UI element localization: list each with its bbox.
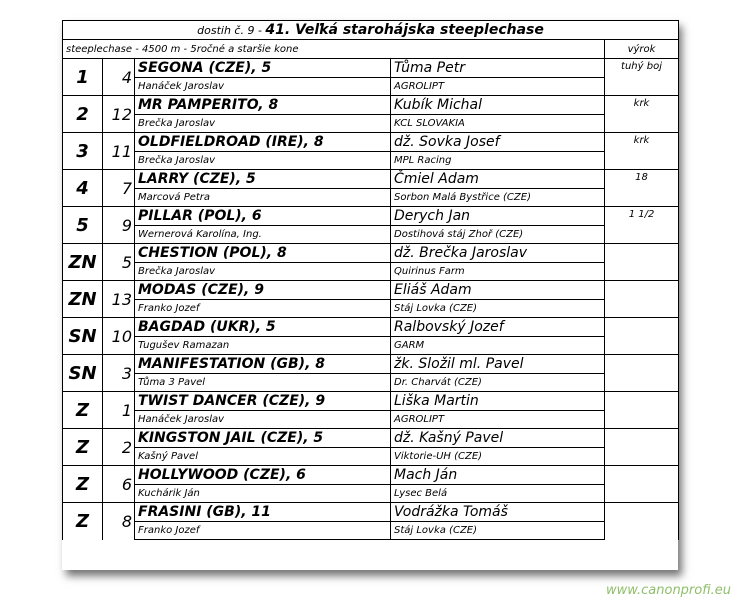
owner-name: Dr. Charvát (CZE)	[391, 374, 605, 392]
place-cell: SN	[63, 355, 103, 392]
trainer-name: Brečka Jaroslav	[135, 263, 391, 281]
start-number: 8	[103, 503, 135, 540]
place-cell: Z	[63, 392, 103, 429]
race-title-row	[63, 21, 679, 40]
result-row-sub	[63, 522, 679, 540]
horse-name: OLDFIELDROAD (IRE), 8	[135, 133, 391, 152]
owner-name: MPL Racing	[391, 152, 605, 170]
result-row	[63, 170, 679, 189]
result-row	[63, 207, 679, 226]
place-cell: 1	[63, 59, 103, 96]
start-number: 7	[103, 170, 135, 207]
verdict-cell	[605, 244, 679, 281]
result-row-sub	[63, 78, 679, 96]
verdict-cell	[605, 503, 679, 540]
trainer-name: Marcová Petra	[135, 189, 391, 207]
jockey-name: Tůma Petr	[391, 59, 605, 78]
owner-name: KCL SLOVAKIA	[391, 115, 605, 133]
result-row-sub	[63, 300, 679, 318]
trainer-name: Franko Jozef	[135, 300, 391, 318]
owner-name: Viktorie-UH (CZE)	[391, 448, 605, 466]
result-row	[63, 466, 679, 485]
result-row-sub	[63, 189, 679, 207]
race-conditions-row	[63, 40, 679, 59]
horse-name: MODAS (CZE), 9	[135, 281, 391, 300]
trainer-name: Tugušev Ramazan	[135, 337, 391, 355]
result-row-sub	[63, 448, 679, 466]
place-cell: Z	[63, 466, 103, 503]
place-cell: SN	[63, 318, 103, 355]
jockey-name: žk. Složil ml. Pavel	[391, 355, 605, 374]
race-conditions: steeplechase - 4500 m - 5ročné a staršie kone	[63, 40, 605, 59]
horse-name: TWIST DANCER (CZE), 9	[135, 392, 391, 411]
owner-name: GARM	[391, 337, 605, 355]
start-number: 3	[103, 355, 135, 392]
horse-name: KINGSTON JAIL (CZE), 5	[135, 429, 391, 448]
race-prefix: dostih č. 9 -	[197, 24, 262, 37]
horse-name: BAGDAD (UKR), 5	[135, 318, 391, 337]
verdict-cell	[605, 429, 679, 466]
start-number: 6	[103, 466, 135, 503]
trainer-name: Brečka Jaroslav	[135, 152, 391, 170]
verdict-cell	[605, 392, 679, 429]
verdict-cell: krk	[605, 96, 679, 133]
horse-name: MR PAMPERITO, 8	[135, 96, 391, 115]
watermark: www.canonprofi.eu	[605, 583, 731, 598]
result-row-sub	[63, 115, 679, 133]
place-cell: Z	[63, 429, 103, 466]
race-title: 41. Veľká starohájska steeplechase	[265, 22, 544, 38]
owner-name: Lysec Belá	[391, 485, 605, 503]
place-cell: 5	[63, 207, 103, 244]
horse-name: MANIFESTATION (GB), 8	[135, 355, 391, 374]
owner-name: Stáj Lovka (CZE)	[391, 522, 605, 540]
verdict-cell: 18	[605, 170, 679, 207]
result-row	[63, 96, 679, 115]
start-number: 12	[103, 96, 135, 133]
start-number: 2	[103, 429, 135, 466]
jockey-name: dž. Sovka Josef	[391, 133, 605, 152]
verdict-cell: krk	[605, 133, 679, 170]
owner-name: Sorbon Malá Bystřice (CZE)	[391, 189, 605, 207]
result-row-sub	[63, 226, 679, 244]
jockey-name: Mach Ján	[391, 466, 605, 485]
race-title-cell	[63, 21, 679, 40]
owner-name: AGROLIPT	[391, 78, 605, 96]
verdict-cell: 1 1/2	[605, 207, 679, 244]
place-cell: 2	[63, 96, 103, 133]
verdict-cell	[605, 355, 679, 392]
trainer-name: Tůma 3 Pavel	[135, 374, 391, 392]
result-row	[63, 429, 679, 448]
verdict-header: výrok	[605, 40, 679, 59]
owner-name: Stáj Lovka (CZE)	[391, 300, 605, 318]
trainer-name: Kuchárik Ján	[135, 485, 391, 503]
trainer-name: Hanáček Jaroslav	[135, 78, 391, 96]
jockey-name: Ralbovský Jozef	[391, 318, 605, 337]
place-cell: 4	[63, 170, 103, 207]
horse-name: FRASINI (GB), 11	[135, 503, 391, 522]
trainer-name: Franko Jozef	[135, 522, 391, 540]
horse-name: HOLLYWOOD (CZE), 6	[135, 466, 391, 485]
jockey-name: dž. Brečka Jaroslav	[391, 244, 605, 263]
trainer-name: Brečka Jaroslav	[135, 115, 391, 133]
place-cell: ZN	[63, 281, 103, 318]
result-row	[63, 392, 679, 411]
start-number: 5	[103, 244, 135, 281]
horse-name: CHESTION (POL), 8	[135, 244, 391, 263]
result-row	[63, 244, 679, 263]
place-cell: ZN	[63, 244, 103, 281]
result-row-sub	[63, 152, 679, 170]
jockey-name: dž. Kašný Pavel	[391, 429, 605, 448]
result-row	[63, 318, 679, 337]
start-number: 11	[103, 133, 135, 170]
result-row-sub	[63, 411, 679, 429]
jockey-name: Derych Jan	[391, 207, 605, 226]
place-cell: 3	[63, 133, 103, 170]
verdict-cell	[605, 281, 679, 318]
trainer-name: Wernerová Karolína, Ing.	[135, 226, 391, 244]
trainer-name: Hanáček Jaroslav	[135, 411, 391, 429]
results-table	[62, 20, 679, 540]
results-sheet	[62, 20, 678, 570]
start-number: 4	[103, 59, 135, 96]
result-row-sub	[63, 374, 679, 392]
start-number: 1	[103, 392, 135, 429]
verdict-cell	[605, 466, 679, 503]
place-cell: Z	[63, 503, 103, 540]
horse-name: PILLAR (POL), 6	[135, 207, 391, 226]
result-row-sub	[63, 485, 679, 503]
owner-name: Quirinus Farm	[391, 263, 605, 281]
jockey-name: Kubík Michal	[391, 96, 605, 115]
result-row-sub	[63, 337, 679, 355]
verdict-cell	[605, 318, 679, 355]
owner-name: Dostihová stáj Zhoř (CZE)	[391, 226, 605, 244]
result-row	[63, 503, 679, 522]
trainer-name: Kašný Pavel	[135, 448, 391, 466]
result-row	[63, 59, 679, 78]
start-number: 9	[103, 207, 135, 244]
jockey-name: Liška Martin	[391, 392, 605, 411]
start-number: 13	[103, 281, 135, 318]
horse-name: SEGONA (CZE), 5	[135, 59, 391, 78]
start-number: 10	[103, 318, 135, 355]
horse-name: LARRY (CZE), 5	[135, 170, 391, 189]
jockey-name: Vodrážka Tomáš	[391, 503, 605, 522]
result-row-sub	[63, 263, 679, 281]
verdict-cell: tuhý boj	[605, 59, 679, 96]
result-row	[63, 281, 679, 300]
result-row	[63, 355, 679, 374]
jockey-name: Čmiel Adam	[391, 170, 605, 189]
owner-name: AGROLIPT	[391, 411, 605, 429]
result-row	[63, 133, 679, 152]
jockey-name: Eliáš Adam	[391, 281, 605, 300]
